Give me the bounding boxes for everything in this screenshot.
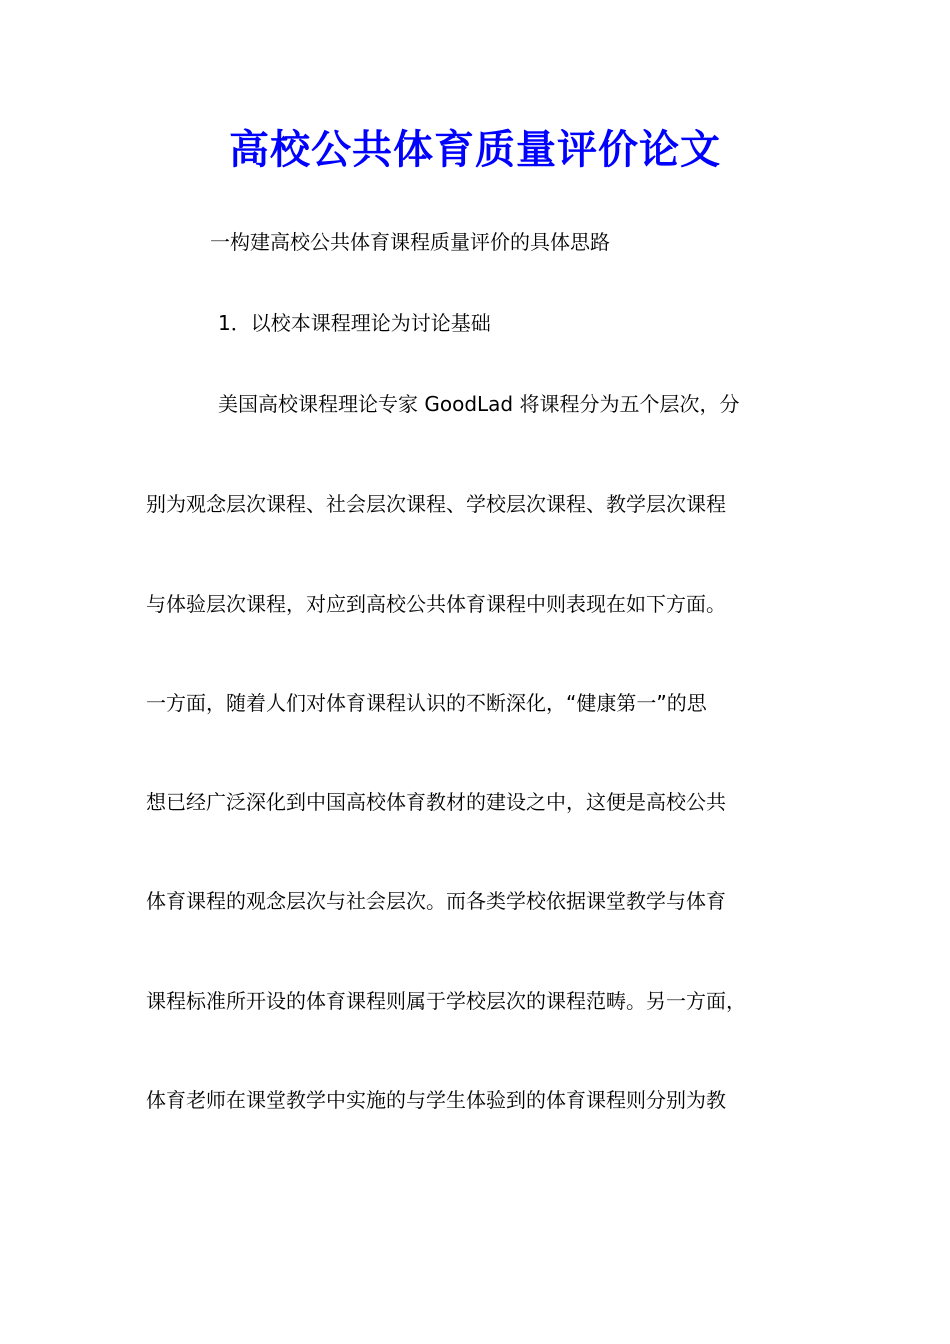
paragraph-line: 一方面，随着人们对体育课程认识的不断深化，“健康第一”的思 [146,691,707,715]
section-heading: 一构建高校公共体育课程质量评价的具体思路 [210,230,610,254]
document-title: 高校公共体育质量评价论文 [229,126,721,173]
paragraph-line: 与体验层次课程，对应到高校公共体育课程中则表现在如下方面。 [146,592,726,616]
paragraph-line: 体育老师在课堂教学中实施的与学生体验到的体育课程则分别为教 [146,1088,726,1112]
paragraph-line: 美国高校课程理论专家 GoodLad 将课程分为五个层次，分 [218,392,740,416]
subsection-heading: 1．以校本课程理论为讨论基础 [218,311,491,335]
paragraph-line: 体育课程的观念层次与社会层次。而各类学校依据课堂教学与体育 [146,889,726,913]
paragraph-line: 课程标准所开设的体育课程则属于学校层次的课程范畴。另一方面， [146,989,746,1013]
paragraph-line: 别为观念层次课程、社会层次课程、学校层次课程、教学层次课程 [146,492,726,516]
paragraph-line: 想已经广泛深化到中国高校体育教材的建设之中，这便是高校公共 [146,790,726,814]
